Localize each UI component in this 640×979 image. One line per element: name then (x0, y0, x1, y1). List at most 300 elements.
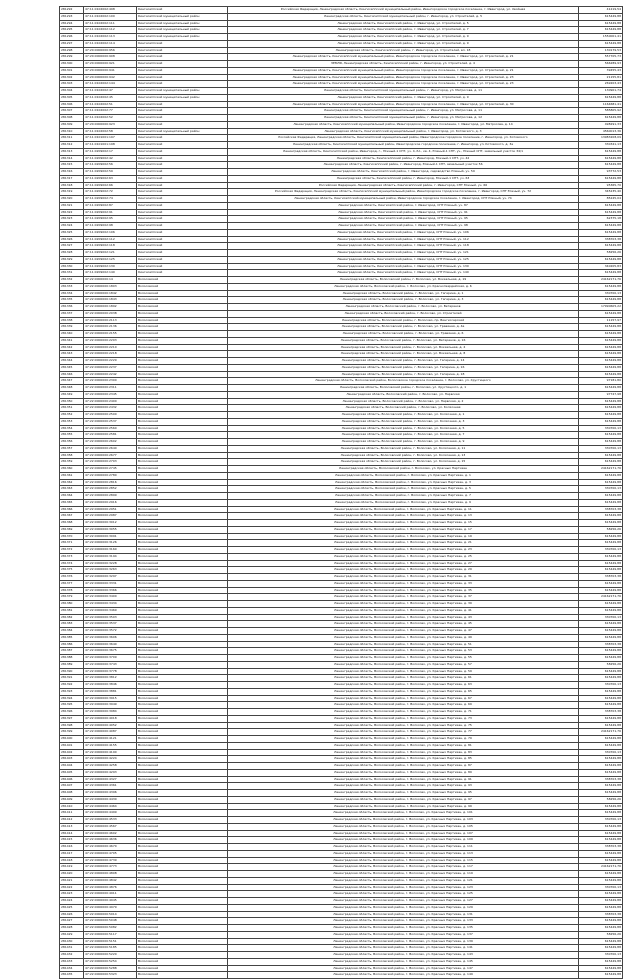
address-cell: Ленинградская область, Волосовский район, г. Волосово, ул. Красных Партизан, д. 13 (228, 513, 579, 520)
district-cell: Кингисеппский муниципальный район (137, 27, 228, 34)
row-number-cell: 281424 (60, 898, 84, 905)
district-cell: Волосовский (137, 425, 228, 432)
address-cell: Ленинградская область, Волосовский район, г. Волосово, ул. Красных Партизан, д. 117 (228, 864, 579, 871)
cadastral-value-cell: 585805,92 (579, 108, 623, 115)
cadastral-number-cell: 47:22:0000000:3194 (84, 553, 137, 560)
row-number-cell: 281354 (60, 425, 84, 432)
row-number-cell: 281433 (60, 958, 84, 965)
cadastral-number-cell: 47:22:0000000:2852 (84, 486, 137, 493)
district-cell: Волосовский (137, 641, 228, 648)
row-number-cell: 281305 (60, 94, 84, 101)
cadastral-number-cell: 47:22:0000000:4567 (84, 823, 137, 830)
cadastral-number-cell: 47:22:0000000:4224 (84, 756, 137, 763)
cadastral-value-cell: 338703,38 (579, 506, 623, 513)
table-row (60, 297, 623, 304)
table-row (60, 769, 623, 776)
cadastral-number-cell: 47:20:0000000:923 (84, 121, 137, 128)
address-cell: Ленинградская область, Волосовский район, г. Волосово, ул. Красных Партизан, д. 135 (228, 925, 579, 932)
district-cell: Волосовский (137, 837, 228, 844)
row-number-cell: 281343 (60, 351, 84, 358)
district-cell: Волосовский (137, 567, 228, 574)
table-row (60, 958, 623, 965)
district-cell: Волосовский (137, 925, 228, 932)
cadastral-value-cell: 615449,88 (579, 418, 623, 425)
cadastral-number-cell: 47:22:0000000:4499 (84, 810, 137, 817)
table-row (60, 513, 623, 520)
district-cell: Волосовский (137, 918, 228, 925)
district-cell: Волосовский (137, 823, 228, 830)
cadastral-number-cell: 47:11:0209002:74 (84, 196, 137, 203)
table-row (60, 574, 623, 581)
cadastral-number-cell: 47:11:0209002:59 (84, 169, 137, 176)
address-cell: Российская Федерация, Ленинградская область, Кингисеппский муниципальный район, Ивангородское городское поселение, г. Ивангород, ул. Котовского (228, 135, 579, 142)
table-row (60, 236, 623, 243)
row-number-cell: 281338 (60, 317, 84, 324)
cadastral-value-cell: 615449,88 (579, 628, 623, 635)
row-number-cell: 281298 (60, 47, 84, 54)
cadastral-number-cell: 47:22:0000000:4087 (84, 729, 137, 736)
address-cell: Ленинградская область, Волосовский район, г. Волосово, ул. Гагарина, д. 16 (228, 364, 579, 371)
address-cell: Ленинградская область, Волосовский район, г. Волосово, ул. Колхозная, д. 13 (228, 452, 579, 459)
district-cell: Волосовский (137, 418, 228, 425)
row-number-cell: 281377 (60, 580, 84, 587)
cadastral-number-cell: 47:22:0000000:2136 (84, 324, 137, 331)
row-number-cell: 281357 (60, 445, 84, 452)
row-number-cell: 281399 (60, 729, 84, 736)
district-cell: Волосовский (137, 952, 228, 959)
table-row (60, 702, 623, 709)
district-cell: Волосовский (137, 634, 228, 641)
address-cell: Ленинградская область, Кингисеппский муниципальный район, Ивангородское городское поселение, г. Ивангород, ул. Строителей, д. 21 (228, 67, 579, 74)
cadastral-value-cell: 130179,53 (579, 47, 623, 54)
row-number-cell: 281337 (60, 310, 84, 317)
cadastral-number-cell: 47:22:0000000:3331 (84, 580, 137, 587)
table-row (60, 142, 623, 149)
table-row (60, 682, 623, 689)
address-cell: Ленинградская область, Волосовский район, г. Волосово, ул. Красных Партизан, д. 133 (228, 918, 579, 925)
district-cell: Кингисеппский (137, 263, 228, 270)
address-cell: Ленинградская область, Волосовский район, г. Волосово, ул. Красных Партизан, д. 1 (228, 472, 579, 479)
district-cell: Волосовский (137, 540, 228, 547)
row-number-cell: 281364 (60, 493, 84, 500)
table-row (60, 871, 623, 878)
address-cell: Ленинградская область, Кингисеппский муниципальный район, Ивангородское городское поселение, г. Ивангород, ул. Котовского, д. 3а (228, 142, 579, 149)
cadastral-value-cell: 41219,54 (579, 7, 623, 14)
row-number-cell: 281363 (60, 486, 84, 493)
cadastral-number-cell: 47:11:0209002:17 (84, 148, 137, 155)
cadastral-number-cell: 47:11:0102002:498 (84, 7, 137, 14)
table-row (60, 250, 623, 257)
row-number-cell: 281406 (60, 776, 84, 783)
row-number-cell: 281309 (60, 121, 84, 128)
district-cell: Кингисеппский (137, 202, 228, 209)
table-row (60, 432, 623, 439)
row-number-cell: 281345 (60, 364, 84, 371)
row-number-cell: 281389 (60, 661, 84, 668)
row-number-cell: 281332 (60, 277, 84, 284)
district-cell: Волосовский (137, 871, 228, 878)
cadastral-value-cell: 615449,88 (579, 13, 623, 20)
cadastral-value-cell: 615449,88 (579, 790, 623, 797)
cadastral-number-cell: 47:22:0000000:4121 (84, 736, 137, 743)
table-row (60, 533, 623, 540)
row-number-cell: 281335 (60, 297, 84, 304)
cadastral-number-cell: 47:22:0000000:2780 (84, 472, 137, 479)
table-row (60, 479, 623, 486)
cadastral-value-cell: 330700,13 (579, 425, 623, 432)
address-cell: Ленинградская область, Кингисеппский район, г. Ивангород, ул. Строителей, д. 7 (228, 27, 579, 34)
address-cell: Ленинградская область, Кингисеппский район, г. Ивангород, ул. Строителей, д. 9 (228, 94, 579, 101)
district-cell: Кингисеппский (137, 142, 228, 149)
table-row (60, 587, 623, 594)
cadastral-number-cell: 47:11:0209002:66 (84, 182, 137, 189)
address-cell: Ленинградская область, Кингисеппский район, г. Ивангород, СНТ Южный, уч. 130 (228, 263, 579, 270)
cadastral-number-cell: 47:11:0209002:130 (84, 263, 137, 270)
cadastral-number-cell: 47:22:0000000:2400 (84, 398, 137, 405)
table-row (60, 452, 623, 459)
row-number-cell: 281314 (60, 155, 84, 162)
district-cell: Волосовский (137, 972, 228, 979)
district-cell: Волосовский (137, 580, 228, 587)
address-cell: Ленинградская область, Волосовский район, г. Волосово, ул. Красных Партизан, д. 99 (228, 803, 579, 810)
cadastral-value-cell: 615449,88 (579, 837, 623, 844)
district-cell: Волосовский (137, 344, 228, 351)
district-cell: Волосовский (137, 763, 228, 770)
cadastral-number-cell: 47:22:0000000:3537 (84, 621, 137, 628)
table-row (60, 553, 623, 560)
district-cell: Кингисеппский (137, 155, 228, 162)
district-cell: Кингисеппский (137, 256, 228, 263)
address-cell: Ленинградская область, Волосовский район, г. Волосово, ул. Красных Партизан, д. 115 (228, 857, 579, 864)
district-cell: Кингисеппский (137, 223, 228, 230)
cadastral-value-cell: 615449,88 (579, 94, 623, 101)
cadastral-number-cell: 47:22:0000000:4636 (84, 837, 137, 844)
row-number-cell: 281425 (60, 904, 84, 911)
table-row (60, 634, 623, 641)
table-row (60, 661, 623, 668)
cadastral-number-cell: 47:20:0000000:956 (84, 47, 137, 54)
row-number-cell: 281376 (60, 574, 84, 581)
row-number-cell: 281421 (60, 877, 84, 884)
address-cell: Ленинградская область, Волосовский район, г. Волосово, ул. Красных Партизан, д. 55 (228, 655, 579, 662)
row-number-cell: 281300 (60, 61, 84, 68)
cadastral-number-cell: 47:11:0209002:118 (84, 243, 137, 250)
row-number-cell: 281311 (60, 135, 84, 142)
cadastral-number-cell: 47:22:0000000:2951 (84, 506, 137, 513)
cadastral-number-cell: 47:22:0000000:2602 (84, 439, 137, 446)
cadastral-value-cell: 615449,88 (579, 621, 623, 628)
cadastral-number-cell: 47:22:0000000:2987 (84, 513, 137, 520)
row-number-cell: 281370 (60, 533, 84, 540)
row-number-cell: 281306 (60, 101, 84, 108)
cadastral-value-cell: 1164681,41 (579, 101, 623, 108)
address-cell: Ленинградская область, Волосовский район, г. Волосово, ул. Красных Партизан, д. 101 (228, 810, 579, 817)
cadastral-value-cell: 615449,88 (579, 256, 623, 263)
district-cell: Волосовский (137, 682, 228, 689)
cadastral-value-cell: 615449,88 (579, 540, 623, 547)
address-cell: Ленинградская область, Волосовский район, г. Волосово, ул. Красных Партизан, д. 59 (228, 668, 579, 675)
district-cell: Волосовский (137, 452, 228, 459)
cadastral-number-cell: 47:11:0209002:125 (84, 256, 137, 263)
cadastral-value-cell: 338703,38 (579, 776, 623, 783)
table-row (60, 594, 623, 601)
cadastral-number-cell: 47:20:0000000:942 (84, 74, 137, 81)
table-row (60, 290, 623, 297)
cadastral-value-cell: 615449,88 (579, 115, 623, 122)
district-cell: Волосовский (137, 769, 228, 776)
cadastral-value-cell: 58256,26 (579, 931, 623, 938)
district-cell: Кингисеппский (137, 47, 228, 54)
cadastral-value-cell: 615449,88 (579, 351, 623, 358)
address-cell: Ленинградская область, Кингисеппский муниципальный район, г. Ивангород, ул. Котовского, д. 3 (228, 128, 579, 135)
district-cell: Кингисеппский (137, 74, 228, 81)
district-cell: Волосовский (137, 776, 228, 783)
cadastral-number-cell: 47:22:0000000:5185 (84, 945, 137, 952)
table-row (60, 364, 623, 371)
cadastral-number-cell: 47:20:0000000:941 (84, 67, 137, 74)
cadastral-value-cell: 58256,26 (579, 796, 623, 803)
cadastral-value-cell: 615449,88 (579, 337, 623, 344)
row-number-cell: 281321 (60, 202, 84, 209)
cadastral-value-cell: 615449,88 (579, 769, 623, 776)
address-cell: Ленинградская область, Волосовский район, г. Волосово, ул. Красных Партизан, д. 119 (228, 871, 579, 878)
district-cell: Кингисеппский муниципальный район (137, 13, 228, 20)
table-row (60, 931, 623, 938)
cadastral-value-cell: 615449,88 (579, 783, 623, 790)
table-row (60, 304, 623, 311)
row-number-cell: 281348 (60, 385, 84, 392)
cadastral-number-cell: 47:22:0000000:3881 (84, 688, 137, 695)
row-number-cell: 281378 (60, 587, 84, 594)
table-row (60, 256, 623, 263)
address-cell: Ленинградская область, Кингисеппский район, г. Ивангород, СНТ Южный, уч. 112 (228, 236, 579, 243)
cadastral-number-cell: 47:22:0000000:4293 (84, 769, 137, 776)
row-number-cell: 281353 (60, 418, 84, 425)
district-cell: Волосовский (137, 547, 228, 554)
cadastral-number-cell: 47:22:0000000:4773 (84, 864, 137, 871)
table-row (60, 466, 623, 473)
row-number-cell: 281325 (60, 229, 84, 236)
district-cell: Кингисеппский (137, 189, 228, 196)
cadastral-number-cell: 47:11:0102002:51 (84, 101, 137, 108)
cadastral-value-cell: 615449,88 (579, 763, 623, 770)
address-cell: Ленинградская область, Волосовский район, г. Волосово, ул. Ветеранов (228, 304, 579, 311)
address-cell: Ленинградская область, Волосовский район, г. Волосово, ул. Красных Партизан, д. 25 (228, 553, 579, 560)
address-cell: Ленинградская область, Волосовский район, г. Волосово, ул. Ветеранов, д. 16 (228, 337, 579, 344)
cadastral-value-cell: 615449,88 (579, 405, 623, 412)
cadastral-value-cell: 615449,88 (579, 871, 623, 878)
table-row (60, 196, 623, 203)
cadastral-value-cell: 24162171,76 (579, 277, 623, 284)
cadastral-number-cell: 47:22:0000000:3160 (84, 547, 137, 554)
table-row (60, 850, 623, 857)
table-row (60, 472, 623, 479)
cadastral-value-cell: 615449,88 (579, 385, 623, 392)
cadastral-value-cell: 498291,33 (579, 121, 623, 128)
row-number-cell: 281379 (60, 594, 84, 601)
cadastral-value-cell: 340205,83 (579, 263, 623, 270)
cadastral-number-cell: 47:22:0000000:4396 (84, 790, 137, 797)
table-row (60, 317, 623, 324)
cadastral-value-cell: 17990605,22 (579, 304, 623, 311)
address-cell: Ленинградская область, Волосовский район, г. Волосово, ул. Красных Партизан, д. 67 (228, 695, 579, 702)
table-row (60, 128, 623, 135)
cadastral-number-cell: 47:22:0000000:2038 (84, 310, 137, 317)
cadastral-value-cell: 345235,40 (579, 189, 623, 196)
cadastral-number-cell: 47:11:0102002:111 (84, 20, 137, 27)
address-cell: Ленинградская область, Волосовский район, г. Волосово, ул. Красных Партизан, д. 129 (228, 904, 579, 911)
row-number-cell: 281307 (60, 108, 84, 115)
row-number-cell: 281432 (60, 952, 84, 959)
cadastral-number-cell: 47:22:0000000:5288 (84, 965, 137, 972)
district-cell: Волосовский (137, 405, 228, 412)
cadastral-number-cell: 47:11:0209002:72 (84, 189, 137, 196)
address-cell: Ленинградская область, Кингисеппский муниципальный район, Ивангородское городское поселение, г. Ивангород, ул. Матросова, д. 14 (228, 121, 579, 128)
address-cell: Ленинградская область, Кингисеппский район, г. Ивангород, ул. Строителей, вл. 18 (228, 47, 579, 54)
row-number-cell: 281414 (60, 830, 84, 837)
district-cell: Волосовский (137, 304, 228, 311)
table-row (60, 371, 623, 378)
address-cell: Ленинградская область, Волосовский район, г. Волосово, ул. Красных Партизан, д. 69 (228, 702, 579, 709)
address-cell: Ленинградская область, Волосовский район, г. Волосово, ул. Красных Партизан, д. 41 (228, 607, 579, 614)
address-cell: Ленинградская область, Волосовский район, г. Волосово, ул. Нарвская (228, 391, 579, 398)
table-row (60, 938, 623, 945)
district-cell: Волосовский (137, 520, 228, 527)
table-row (60, 756, 623, 763)
row-number-cell: 281294 (60, 20, 84, 27)
district-cell: Волосовский (137, 432, 228, 439)
cadastral-value-cell: 330700,13 (579, 682, 623, 689)
address-cell: ЗЕМЛЯ, Ленинградская область, Кингисеппский район, г. Ивангород, ул. Строителей, д. 4 (228, 61, 579, 68)
cadastral-number-cell: 47:22:0000000:2218 (84, 351, 137, 358)
row-number-cell: 281392 (60, 682, 84, 689)
cadastral-value-cell: 39455,43 (579, 67, 623, 74)
table-row (60, 628, 623, 635)
district-cell: Волосовский (137, 898, 228, 905)
row-number-cell: 281340 (60, 331, 84, 338)
cadastral-number-cell: 47:22:0000000:1843 (84, 297, 137, 304)
cadastral-value-cell: 615449,88 (579, 722, 623, 729)
address-cell: Ленинградская область, Волосовский район, г. Волосово, ул. Красных Партизан, д. 53 (228, 648, 579, 655)
table-row (60, 47, 623, 54)
cadastral-value-cell: 615449,88 (579, 648, 623, 655)
cadastral-number-cell: 47:11:0209002:95 (84, 216, 137, 223)
address-cell: Ленинградская область, Волосовский район, г. Волосово, ул. Красногвардейская, д. 6 (228, 283, 579, 290)
district-cell: Волосовский (137, 533, 228, 540)
row-number-cell: 281320 (60, 196, 84, 203)
table-row (60, 486, 623, 493)
cadastral-number-cell: 47:22:0000000:3812 (84, 675, 137, 682)
address-cell: Ленинградская область, Волосовский район, г. Волосово, ул. Красных Партизан, д. 145 (228, 958, 579, 965)
table-row (60, 904, 623, 911)
district-cell: Волосовский (137, 783, 228, 790)
cadastral-number-cell: 47:22:0000000:2745 (84, 466, 137, 473)
district-cell: Волосовский (137, 655, 228, 662)
row-number-cell: 281388 (60, 655, 84, 662)
cadastral-value-cell: 97747,98 (579, 391, 623, 398)
row-number-cell: 281319 (60, 189, 84, 196)
district-cell: Волосовский (137, 486, 228, 493)
cadastral-value-cell: 330700,13 (579, 817, 623, 824)
row-number-cell: 281402 (60, 749, 84, 756)
row-number-cell: 281350 (60, 398, 84, 405)
address-cell: Ленинградская область, Волосовский район, г. Волосово, ул. Колхозная, д. 9 (228, 439, 579, 446)
table-row (60, 891, 623, 898)
cadastral-number-cell: 47:11:0102002:52 (84, 115, 137, 122)
cadastral-value-cell: 615449,88 (579, 918, 623, 925)
row-number-cell: 281375 (60, 567, 84, 574)
row-number-cell: 281426 (60, 911, 84, 918)
cadastral-number-cell: 47:11:0102002:112 (84, 27, 137, 34)
cadastral-number-cell: 47:22:0000000:2537 (84, 418, 137, 425)
row-number-cell: 281417 (60, 850, 84, 857)
row-number-cell: 281317 (60, 175, 84, 182)
table-row (60, 378, 623, 385)
row-number-cell: 281324 (60, 223, 84, 230)
address-cell: Ленинградская область, Волосовский район, г. Волосово, ул. Красных Партизан, д. 143 (228, 952, 579, 959)
address-cell: Ленинградская область, Волосовский район, г. Волосово, ул. Красных Партизан, д. 109 (228, 837, 579, 844)
district-cell: Кингисеппский (137, 135, 228, 142)
address-cell: Ленинградская область, Волосовский район, г. Волосово, ул. Красных Партизан, д. 17 (228, 526, 579, 533)
address-cell: Ленинградская область, Кингисеппский район, г. Ивангород, СНТ Южный, уч. 140 (228, 270, 579, 277)
address-cell: Ленинградская область, Волосовский район, г. Волосово, ул. Красных Партизан, д. 21 (228, 540, 579, 547)
cadastral-value-cell: 615449,88 (579, 155, 623, 162)
cadastral-value-cell: 615449,88 (579, 371, 623, 378)
cadastral-number-cell: 47:22:0000000:5151 (84, 938, 137, 945)
cadastral-value-cell: 615449,88 (579, 702, 623, 709)
row-number-cell: 281355 (60, 432, 84, 439)
table-row (60, 965, 623, 972)
address-cell: Ленинградская область, Волосовский район, г. Волосово, ул. Красных Партизан, д. 57 (228, 661, 579, 668)
row-number-cell: 281312 (60, 142, 84, 149)
cadastral-number-cell: 47:22:0000000:2210 (84, 344, 137, 351)
address-cell: Ленинградская область, Волосовский район, г. Волосово, ул. Красных Партизан, д. 33 (228, 580, 579, 587)
cadastral-value-cell: 615449,88 (579, 553, 623, 560)
cadastral-value-cell: 615449,88 (579, 493, 623, 500)
table-row (60, 148, 623, 155)
district-cell: Кингисеппский (137, 270, 228, 277)
row-number-cell: 281382 (60, 614, 84, 621)
table-row (60, 20, 623, 27)
row-number-cell: 281381 (60, 607, 84, 614)
row-number-cell: 281416 (60, 844, 84, 851)
cadastral-number-cell: 47:11:0209002:87 (84, 202, 137, 209)
table-row (60, 405, 623, 412)
address-cell: Ленинградская область, Волосовский район, г. Волосово, ул. Красных Партизан, д. 81 (228, 742, 579, 749)
row-number-cell: 281384 (60, 628, 84, 635)
row-number-cell: 281352 (60, 412, 84, 419)
district-cell: Волосовский (137, 439, 228, 446)
address-cell: Ленинградская область, Кингисеппский муниципальный район, Ивангородское городское поселение, г. Ивангород, СНТ Южный, уч. 74 (228, 196, 579, 203)
cadastral-value-cell: 615449,88 (579, 243, 623, 250)
district-cell: Волосовский (137, 736, 228, 743)
row-number-cell: 281434 (60, 965, 84, 972)
row-number-cell: 281367 (60, 513, 84, 520)
cadastral-number-cell: 47:22:0000000:3675 (84, 648, 137, 655)
table-row (60, 655, 623, 662)
district-cell: Волосовский (137, 904, 228, 911)
cadastral-value-cell: 58256,26 (579, 526, 623, 533)
cadastral-value-cell: 24162171,76 (579, 594, 623, 601)
cadastral-value-cell: 615449,88 (579, 904, 623, 911)
district-cell: Волосовский (137, 844, 228, 851)
cadastral-value-cell: 615449,88 (579, 364, 623, 371)
cadastral-value-cell: 338703,38 (579, 911, 623, 918)
table-row (60, 884, 623, 891)
row-number-cell: 281297 (60, 40, 84, 47)
cadastral-value-cell: 615449,88 (579, 533, 623, 540)
table-row (60, 547, 623, 554)
